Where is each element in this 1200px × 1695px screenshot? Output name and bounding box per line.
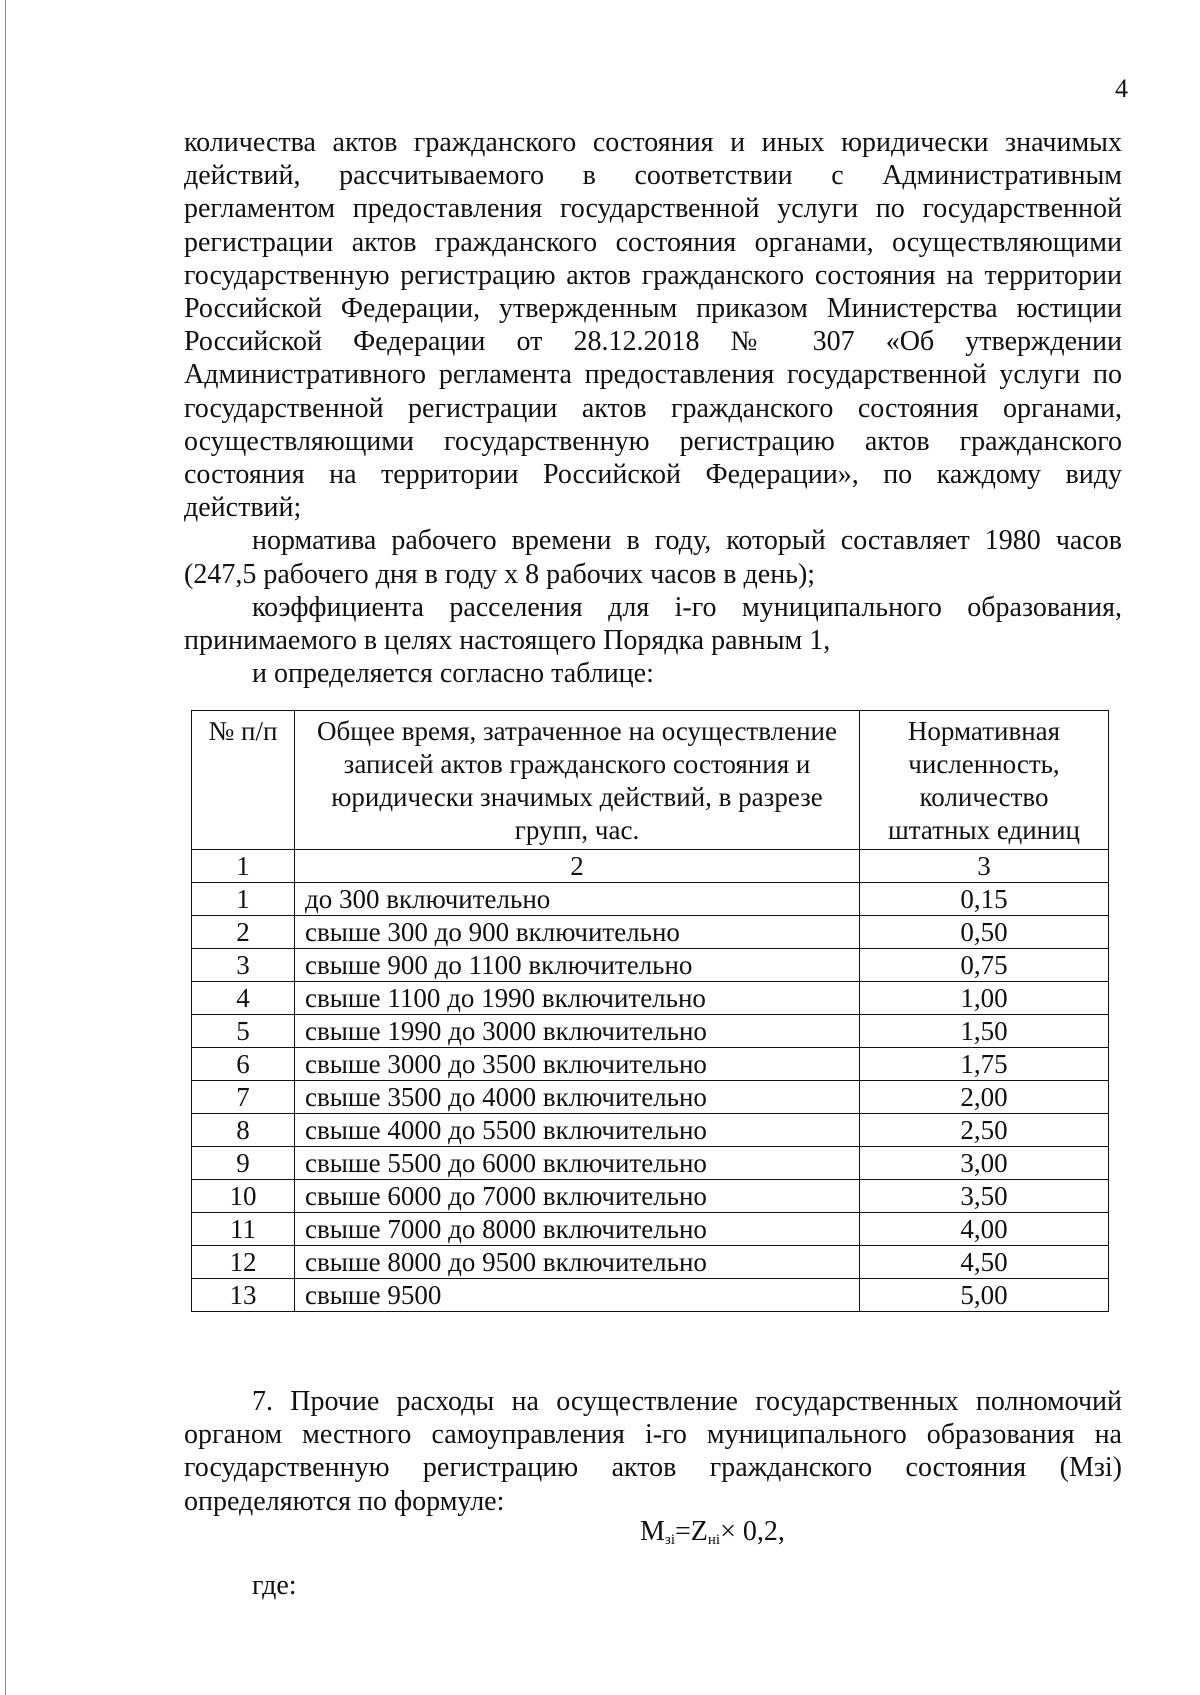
- row-staff-value: 5,00: [860, 1279, 1109, 1312]
- row-number: 6: [192, 1048, 295, 1081]
- row-number: 8: [192, 1114, 295, 1147]
- row-staff-value: 1,75: [860, 1048, 1109, 1081]
- row-number: 1: [192, 883, 295, 916]
- column-number-row: [192, 850, 1109, 883]
- row-staff-value: 1,50: [860, 1015, 1109, 1048]
- row-staff-value: 0,75: [860, 949, 1109, 982]
- header-staff-norm: Нормативная численность, количество штатных единиц: [860, 711, 1109, 850]
- row-staff-value: 3,50: [860, 1180, 1109, 1213]
- table-row: [192, 1147, 1109, 1180]
- row-time-range: свыше 1100 до 1990 включительно: [295, 982, 860, 1015]
- page-number: 4: [1115, 74, 1128, 103]
- table-row: [192, 1213, 1109, 1246]
- row-time-range: свыше 9500: [295, 1279, 860, 1312]
- row-time-range: свыше 5500 до 6000 включительно: [295, 1147, 860, 1180]
- row-time-range: свыше 1990 до 3000 включительно: [295, 1015, 860, 1048]
- row-number: 7: [192, 1081, 295, 1114]
- paragraph-other-expenses: 7. Прочие расходы на осуществление государственных полномочий органом местного самоуправления i-го муниципального образования на государственную регистрацию актов гражданского состояния (Mзi) определяются по формуле:: [184, 1386, 1122, 1517]
- formula-equals: =: [675, 1516, 691, 1547]
- row-staff-value: 4,00: [860, 1213, 1109, 1246]
- row-number: 2: [192, 916, 295, 949]
- row-number: 9: [192, 1147, 295, 1180]
- row-number: 13: [192, 1279, 295, 1312]
- scan-edge-line: [5, 0, 6, 1695]
- row-staff-value: 2,50: [860, 1114, 1109, 1147]
- row-number: 4: [192, 982, 295, 1015]
- table-row: [192, 1081, 1109, 1114]
- section-7: [184, 1385, 1122, 1518]
- header-number: № п/п: [192, 711, 295, 850]
- row-staff-value: 0,50: [860, 916, 1109, 949]
- row-time-range: свыше 300 до 900 включительно: [295, 916, 860, 949]
- where-label: где:: [252, 1570, 297, 1601]
- row-staff-value: 2,00: [860, 1081, 1109, 1114]
- row-time-range: свыше 7000 до 8000 включительно: [295, 1213, 860, 1246]
- table-row: [192, 1015, 1109, 1048]
- header-total-time: Общее время, затраченное на осуществление записей актов гражданского состояния и юридически значимых действий, в разрезе групп, час.: [295, 711, 860, 850]
- row-number: 12: [192, 1246, 295, 1279]
- row-number: 10: [192, 1180, 295, 1213]
- intro-text: [184, 126, 1122, 690]
- row-time-range: до 300 включительно: [295, 883, 860, 916]
- formula-z-subscript: нi: [707, 1532, 721, 1548]
- row-staff-value: 0,15: [860, 883, 1109, 916]
- formula-rest: × 0,2,: [720, 1516, 785, 1547]
- row-time-range: свыше 6000 до 7000 включительно: [295, 1180, 860, 1213]
- table-row: [192, 883, 1109, 916]
- row-number: 3: [192, 949, 295, 982]
- table-row: [192, 949, 1109, 982]
- table-row: [192, 1048, 1109, 1081]
- row-number: 5: [192, 1015, 295, 1048]
- row-staff-value: 3,00: [860, 1147, 1109, 1180]
- table-row: [192, 1246, 1109, 1279]
- row-staff-value: 4,50: [860, 1246, 1109, 1279]
- column-number: 2: [295, 850, 860, 883]
- formula-lhs-subscript: зi: [664, 1532, 675, 1548]
- row-number: 11: [192, 1213, 295, 1246]
- table-header-row: [192, 711, 1109, 850]
- row-staff-value: 1,00: [860, 982, 1109, 1015]
- row-time-range: свыше 3000 до 3500 включительно: [295, 1048, 860, 1081]
- table-row: [192, 982, 1109, 1015]
- paragraph-settlement-coefficient: коэффициента расселения для i-го муниципального образования, принимаемого в целях настоящего Порядка равным 1,: [184, 591, 1122, 657]
- paragraph-work-time-norm: норматива рабочего времени в году, который составляет 1980 часов (247,5 рабочего дня в году х 8 рабочих часов в день);: [184, 525, 1122, 590]
- formula-lhs: M: [640, 1516, 665, 1547]
- row-time-range: свыше 900 до 1100 включительно: [295, 949, 860, 982]
- column-number: 3: [860, 850, 1109, 883]
- row-time-range: свыше 8000 до 9500 включительно: [295, 1246, 860, 1279]
- formula-z: Z: [690, 1516, 708, 1547]
- row-time-range: свыше 4000 до 5500 включительно: [295, 1114, 860, 1147]
- row-time-range: свыше 3500 до 4000 включительно: [295, 1081, 860, 1114]
- table-row: [192, 916, 1109, 949]
- staffing-norm-table: [191, 710, 1109, 1312]
- paragraph-table-intro: и определяется согласно таблице:: [252, 658, 654, 690]
- table-row: [192, 1114, 1109, 1147]
- table-row: [192, 1279, 1109, 1312]
- expense-formula: [640, 1516, 785, 1549]
- paragraph-acts-count: количества актов гражданского состояния и иных юридически значимых действий, рассчитываемого в соответствии с Административным регламентом предоставления государственной услуги по государственной регистрации актов гражданского состояния органами, осуществляющими государственную регистрацию актов гражданского состояния на территории Российской Федерации, утвержденным приказом Министерства юстиции Российской Федерации от 28.12.2018 № 307 «Об утверждении Административного регламента предоставления государственной услуги по государственной регистрации актов гражданского состояния органами, осуществляющими государственную регистрацию актов гражданского состояния на территории Российской Федерации», по каждому виду действий;: [184, 127, 1122, 524]
- table-row: [192, 1180, 1109, 1213]
- column-number: 1: [192, 850, 295, 883]
